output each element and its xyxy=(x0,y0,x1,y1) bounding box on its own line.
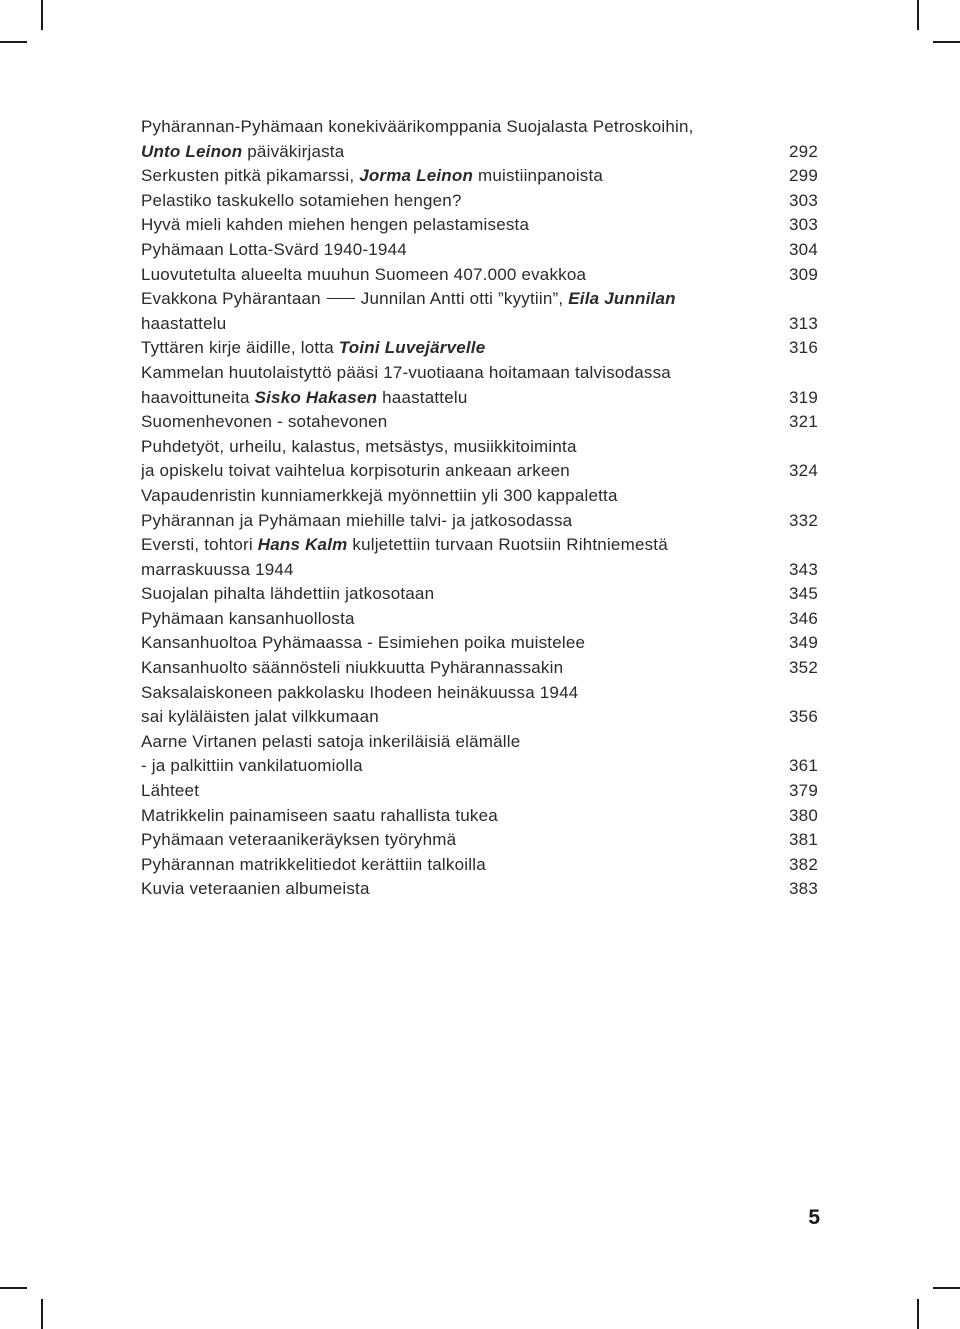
toc-entry-page: 380 xyxy=(789,805,818,825)
title-text: haastattelu xyxy=(377,387,468,407)
toc-line xyxy=(141,115,818,140)
title-text: muistiinpanoista xyxy=(473,166,604,186)
toc-entry-page: 379 xyxy=(789,781,818,801)
toc-line xyxy=(141,435,818,460)
title-text: Suojalan pihalta lähdettiin jatkosotaan xyxy=(141,584,435,604)
toc-entry-title xyxy=(141,140,344,165)
toc-entry-title xyxy=(141,804,498,829)
toc-entry-title xyxy=(141,386,468,411)
author-name: Eila Junnilan xyxy=(568,289,676,309)
toc-line xyxy=(141,312,818,337)
toc-entry-title xyxy=(141,681,578,706)
crop-mark-top-left-vertical xyxy=(41,0,43,30)
title-text: Pyhärannan ja Pyhämaan miehille talvi- ja jatkosodassa xyxy=(141,510,573,530)
author-name: Toini Luvejärvelle xyxy=(338,338,486,358)
toc-entry-title xyxy=(141,631,585,656)
title-text: Luovutetulta alueelta muuhun Suomeen 407.000 evakkoa xyxy=(141,264,587,284)
toc-line xyxy=(141,754,818,779)
title-text: sai kyläläisten jalat vilkkumaan xyxy=(141,707,379,727)
toc-entry-page: 383 xyxy=(789,879,818,899)
toc-entry-page: 382 xyxy=(789,854,818,874)
toc-entry-title xyxy=(141,730,520,755)
author-name: Sisko Hakasen xyxy=(254,387,378,407)
toc-entry-title xyxy=(141,582,434,607)
toc-entry-page: 313 xyxy=(789,313,818,333)
toc-line xyxy=(141,484,818,509)
toc-line xyxy=(141,582,818,607)
toc-line xyxy=(141,263,818,288)
toc-entry-title xyxy=(141,189,462,214)
title-text: Aarne Virtanen pelasti satoja inkeriläisiä elämälle xyxy=(141,731,521,751)
title-text: haastattelu xyxy=(141,313,227,333)
title-text: Junnilan Antti otti ”kyytiin”, xyxy=(360,289,569,309)
title-text: Vapaudenristin kunniamerkkejä myönnettiin yli 300 kappaletta xyxy=(141,485,618,505)
toc-entry-title xyxy=(141,435,577,460)
toc-entry-title xyxy=(141,361,671,386)
toc-entry-page: 349 xyxy=(789,633,818,653)
toc-line xyxy=(141,607,818,632)
toc-line xyxy=(141,558,818,583)
title-text: Kansanhuoltoa Pyhämaassa - Esimiehen poika muistelee xyxy=(141,633,586,653)
em-dash-rule xyxy=(327,298,355,299)
author-name: Hans Kalm xyxy=(257,535,348,555)
title-text: - ja palkittiin vankilatuomiolla xyxy=(141,756,363,776)
crop-mark-bottom-right-horizontal xyxy=(933,1287,960,1289)
toc-line xyxy=(141,386,818,411)
toc-entry-page: 303 xyxy=(789,215,818,235)
toc-entry-page: 319 xyxy=(789,387,818,407)
toc-entry-title xyxy=(141,779,199,804)
title-text: Matrikkelin painamiseen saatu rahallista tukea xyxy=(141,805,498,825)
crop-mark-bottom-left-horizontal xyxy=(0,1287,27,1289)
toc-entry-title xyxy=(141,705,379,730)
toc-entry-title xyxy=(141,509,572,534)
author-name: Unto Leinon xyxy=(141,141,243,161)
toc-line xyxy=(141,459,818,484)
toc-entry-title xyxy=(141,533,668,558)
toc-entry-title xyxy=(141,607,355,632)
title-text: Tyttären kirje äidille, lotta xyxy=(141,338,339,358)
title-text: Pyhämaan kansanhuollosta xyxy=(141,608,355,628)
title-text: kuljetettiin turvaan Ruotsiin Rihtniemestä xyxy=(347,535,668,555)
toc-entry-title xyxy=(141,263,586,288)
toc-entry-page: 299 xyxy=(789,166,818,186)
toc-line xyxy=(141,730,818,755)
title-text: päiväkirjasta xyxy=(242,141,345,161)
toc-line xyxy=(141,533,818,558)
toc-entry-page: 309 xyxy=(789,264,818,284)
toc-line xyxy=(141,656,818,681)
toc-line xyxy=(141,140,818,165)
toc-entry-title xyxy=(141,754,363,779)
title-text: Pyhärannan-Pyhämaan konekiväärikomppania Suojalasta Petroskoihin, xyxy=(141,117,694,136)
toc-entry-title xyxy=(141,853,486,878)
toc-entry-title xyxy=(141,656,563,681)
toc-line xyxy=(141,631,818,656)
toc-line xyxy=(141,681,818,706)
title-text: Pyhämaan Lotta-Svärd 1940-1944 xyxy=(141,239,407,259)
toc-line xyxy=(141,705,818,730)
toc-entry-page: 303 xyxy=(789,190,818,210)
toc-entry-title xyxy=(141,877,370,902)
toc-line xyxy=(141,804,818,829)
toc-entry-page: 345 xyxy=(789,584,818,604)
title-text: Suomenhevonen - sotahevonen xyxy=(141,412,388,432)
toc-entry-page: 316 xyxy=(789,338,818,358)
toc-line xyxy=(141,189,818,214)
title-text: ja opiskelu toivat vaihtelua korpisoturin ankeaan arkeen xyxy=(141,461,570,481)
toc-entry-page: 346 xyxy=(789,608,818,628)
title-text: Kansanhuolto säännösteli niukkuutta Pyhärannassakin xyxy=(141,658,564,678)
title-text: Kammelan huutolaistyttö pääsi 17-vuotiaana hoitamaan talvisodassa xyxy=(141,362,671,382)
crop-mark-top-right-horizontal xyxy=(933,41,960,43)
toc-entry-title xyxy=(141,115,694,140)
title-text: Pyhärannan matrikkelitiedot kerättiin talkoilla xyxy=(141,854,486,874)
title-text: Hyvä mieli kahden miehen hengen pelastamisesta xyxy=(141,215,530,235)
title-text: Lähteet xyxy=(141,781,200,801)
toc-entry-title xyxy=(141,312,226,337)
toc-entry-page: 292 xyxy=(789,141,818,161)
table-of-contents xyxy=(141,115,818,902)
toc-entry-page: 343 xyxy=(789,559,818,579)
toc-entry-title xyxy=(141,558,294,583)
toc-entry-page: 381 xyxy=(789,830,818,850)
title-text: Pelastiko taskukello sotamiehen hengen? xyxy=(141,190,462,210)
page-number: 5 xyxy=(808,1206,820,1229)
title-text: Evakkona Pyhärantaan xyxy=(141,289,321,309)
toc-entry-title xyxy=(141,213,529,238)
title-text: Serkusten pitkä pikamarssi, xyxy=(141,166,360,186)
title-text: haavoittuneita xyxy=(141,387,255,407)
crop-mark-top-left-horizontal xyxy=(0,41,27,43)
crop-mark-top-right-vertical xyxy=(917,0,919,30)
toc-line xyxy=(141,877,818,902)
toc-entry-page: 324 xyxy=(789,461,818,481)
toc-entry-page: 304 xyxy=(789,239,818,259)
title-text: Puhdetyöt, urheilu, kalastus, metsästys, musiikkitoiminta xyxy=(141,436,577,456)
toc-entry-page: 332 xyxy=(789,510,818,530)
toc-entry-title xyxy=(141,287,676,312)
toc-line xyxy=(141,287,818,312)
crop-mark-bottom-left-vertical xyxy=(41,1299,43,1329)
toc-line xyxy=(141,164,818,189)
toc-entry-title xyxy=(141,459,570,484)
toc-entry-title xyxy=(141,238,407,263)
title-text: Saksalaiskoneen pakkolasku Ihodeen heinäkuussa 1944 xyxy=(141,682,579,702)
title-text: marraskuussa 1944 xyxy=(141,559,294,579)
toc-line xyxy=(141,336,818,361)
toc-entry-title xyxy=(141,484,618,509)
toc-line xyxy=(141,410,818,435)
crop-mark-bottom-right-vertical xyxy=(917,1299,919,1329)
title-text: Pyhämaan veteraanikeräyksen työryhmä xyxy=(141,830,457,850)
toc-line xyxy=(141,213,818,238)
toc-line xyxy=(141,361,818,386)
toc-line xyxy=(141,779,818,804)
toc-entry-page: 352 xyxy=(789,658,818,678)
author-name: Jorma Leinon xyxy=(359,166,474,186)
toc-line xyxy=(141,828,818,853)
toc-entry-page: 321 xyxy=(789,412,818,432)
title-text: Eversti, tohtori xyxy=(141,535,258,555)
title-text: Kuvia veteraanien albumeista xyxy=(141,879,370,899)
toc-line xyxy=(141,238,818,263)
toc-line xyxy=(141,853,818,878)
toc-entry-page: 356 xyxy=(789,707,818,727)
toc-entry-title xyxy=(141,164,603,189)
toc-entry-title xyxy=(141,828,456,853)
toc-entry-title xyxy=(141,336,485,361)
toc-line xyxy=(141,509,818,534)
toc-entry-page: 361 xyxy=(789,756,818,776)
toc-entry-title xyxy=(141,410,387,435)
